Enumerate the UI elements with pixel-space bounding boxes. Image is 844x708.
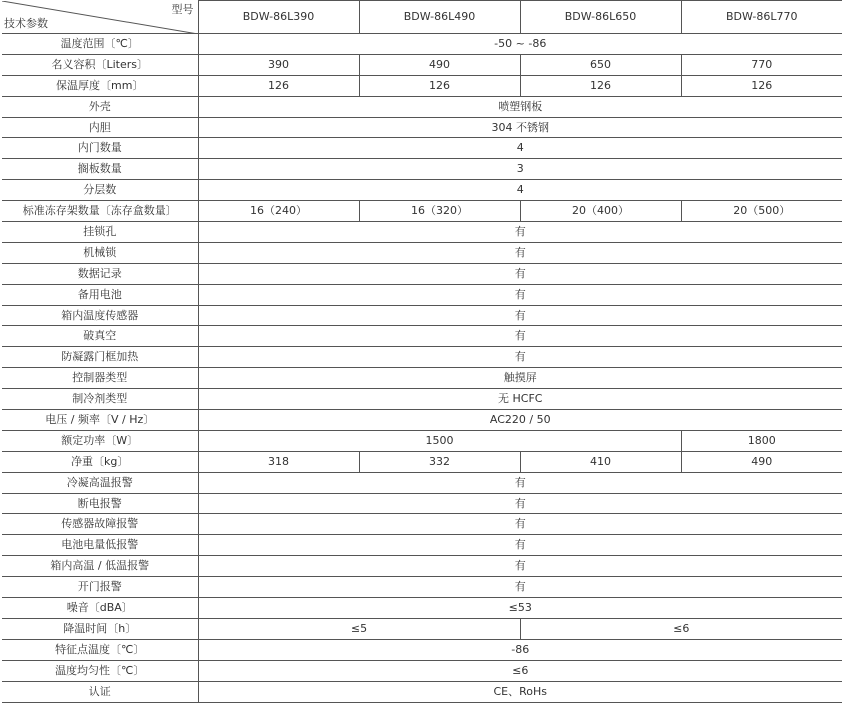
- spec-value: 126: [681, 75, 842, 96]
- spec-value: 650: [520, 54, 681, 75]
- spec-value: 332: [359, 451, 520, 472]
- model-header-3: BDW-86L650: [520, 1, 681, 34]
- spec-value: 318: [198, 451, 359, 472]
- spec-label: 电池电量低报警: [2, 535, 198, 556]
- spec-label: 控制器类型: [2, 368, 198, 389]
- model-header-2: BDW-86L490: [359, 1, 520, 34]
- spec-value: -86: [198, 639, 842, 660]
- spec-row: [2, 305, 842, 326]
- spec-value: 有: [198, 242, 842, 263]
- spec-value: 有: [198, 284, 842, 305]
- spec-value: ≤6: [520, 618, 842, 639]
- spec-value: 410: [520, 451, 681, 472]
- spec-label: 箱内高温 / 低温报警: [2, 556, 198, 577]
- spec-label: 外壳: [2, 96, 198, 117]
- spec-label: 温度均匀性〔℃〕: [2, 660, 198, 681]
- model-header-4: BDW-86L770: [681, 1, 842, 34]
- spec-row: [2, 535, 842, 556]
- spec-row: [2, 117, 842, 138]
- spec-row: [2, 222, 842, 243]
- spec-value: 1500: [198, 430, 681, 451]
- spec-value: 770: [681, 54, 842, 75]
- spec-label: 认证: [2, 681, 198, 702]
- spec-value: 有: [198, 556, 842, 577]
- spec-label: 标准冻存架数量〔冻存盒数量〕: [2, 201, 198, 222]
- spec-value: 4: [198, 180, 842, 201]
- spec-row: [2, 54, 842, 75]
- spec-value: 20（400）: [520, 201, 681, 222]
- spec-value: 304 不锈钢: [198, 117, 842, 138]
- spec-row: [2, 242, 842, 263]
- spec-value: 有: [198, 472, 842, 493]
- spec-row: [2, 284, 842, 305]
- spec-label: 破真空: [2, 326, 198, 347]
- spec-row: [2, 75, 842, 96]
- spec-value: CE、RoHs: [198, 681, 842, 702]
- spec-value: 16（240）: [198, 201, 359, 222]
- spec-label: 机械锁: [2, 242, 198, 263]
- spec-row: [2, 180, 842, 201]
- spec-row: [2, 618, 842, 639]
- spec-label: 断电报警: [2, 493, 198, 514]
- corner-model-label: 型号: [171, 2, 194, 16]
- spec-value: 20（500）: [681, 201, 842, 222]
- spec-label: 名义容积〔Liters〕: [2, 54, 198, 75]
- spec-row: [2, 577, 842, 598]
- spec-row: [2, 34, 842, 55]
- spec-value: 有: [198, 535, 842, 556]
- spec-row: [2, 660, 842, 681]
- spec-label: 防凝露门框加热: [2, 347, 198, 368]
- spec-table-body: [2, 1, 842, 703]
- spec-label: 数据记录: [2, 263, 198, 284]
- spec-label: 制冷剂类型: [2, 389, 198, 410]
- spec-value: 126: [359, 75, 520, 96]
- spec-row: [2, 326, 842, 347]
- spec-value: 有: [198, 493, 842, 514]
- spec-row: [2, 472, 842, 493]
- corner-cell: [2, 1, 198, 34]
- spec-value: 有: [198, 347, 842, 368]
- spec-value: AC220 / 50: [198, 410, 842, 431]
- spec-label: 箱内温度传感器: [2, 305, 198, 326]
- spec-row: [2, 159, 842, 180]
- header-row: [2, 1, 842, 34]
- spec-label: 冷凝高温报警: [2, 472, 198, 493]
- spec-value: 触摸屏: [198, 368, 842, 389]
- spec-label: 特征点温度〔℃〕: [2, 639, 198, 660]
- spec-value: 有: [198, 514, 842, 535]
- spec-label: 保温厚度〔mm〕: [2, 75, 198, 96]
- spec-value: ≤5: [198, 618, 520, 639]
- spec-value: 3: [198, 159, 842, 180]
- spec-value: 有: [198, 326, 842, 347]
- spec-value: 有: [198, 305, 842, 326]
- spec-value: 390: [198, 54, 359, 75]
- spec-label: 电压 / 频率〔V / Hz〕: [2, 410, 198, 431]
- spec-label: 开门报警: [2, 577, 198, 598]
- spec-label: 噪音〔dBA〕: [2, 598, 198, 619]
- spec-label: 净重〔kg〕: [2, 451, 198, 472]
- spec-value: 有: [198, 263, 842, 284]
- spec-label: 降温时间〔h〕: [2, 618, 198, 639]
- spec-row: [2, 96, 842, 117]
- spec-value: 490: [359, 54, 520, 75]
- spec-value: 1800: [681, 430, 842, 451]
- spec-row: [2, 347, 842, 368]
- spec-row: [2, 514, 842, 535]
- spec-label: 温度范围〔℃〕: [2, 34, 198, 55]
- spec-value: -50 ~ -86: [198, 34, 842, 55]
- spec-row: [2, 368, 842, 389]
- spec-value: 126: [198, 75, 359, 96]
- spec-row: [2, 598, 842, 619]
- corner-params-label: 技术参数: [4, 17, 48, 30]
- spec-row: [2, 263, 842, 284]
- spec-value: 有: [198, 222, 842, 243]
- spec-value: ≤53: [198, 598, 842, 619]
- spec-label: 挂锁孔: [2, 222, 198, 243]
- spec-row: [2, 389, 842, 410]
- spec-value: 4: [198, 138, 842, 159]
- spec-value: 490: [681, 451, 842, 472]
- spec-row: [2, 493, 842, 514]
- spec-label: 备用电池: [2, 284, 198, 305]
- spec-value: 喷塑钢板: [198, 96, 842, 117]
- spec-value: 有: [198, 577, 842, 598]
- spec-label: 分层数: [2, 180, 198, 201]
- spec-row: [2, 201, 842, 222]
- spec-table: [2, 0, 842, 703]
- spec-row: [2, 451, 842, 472]
- spec-label: 内胆: [2, 117, 198, 138]
- model-header-1: BDW-86L390: [198, 1, 359, 34]
- spec-label: 额定功率〔W〕: [2, 430, 198, 451]
- spec-row: [2, 430, 842, 451]
- spec-row: [2, 410, 842, 431]
- spec-row: [2, 681, 842, 702]
- spec-value: 16（320）: [359, 201, 520, 222]
- spec-row: [2, 138, 842, 159]
- spec-row: [2, 639, 842, 660]
- spec-row: [2, 556, 842, 577]
- spec-label: 内门数量: [2, 138, 198, 159]
- spec-value: ≤6: [198, 660, 842, 681]
- spec-label: 传感器故障报警: [2, 514, 198, 535]
- spec-label: 搁板数量: [2, 159, 198, 180]
- spec-value: 126: [520, 75, 681, 96]
- spec-value: 无 HCFC: [198, 389, 842, 410]
